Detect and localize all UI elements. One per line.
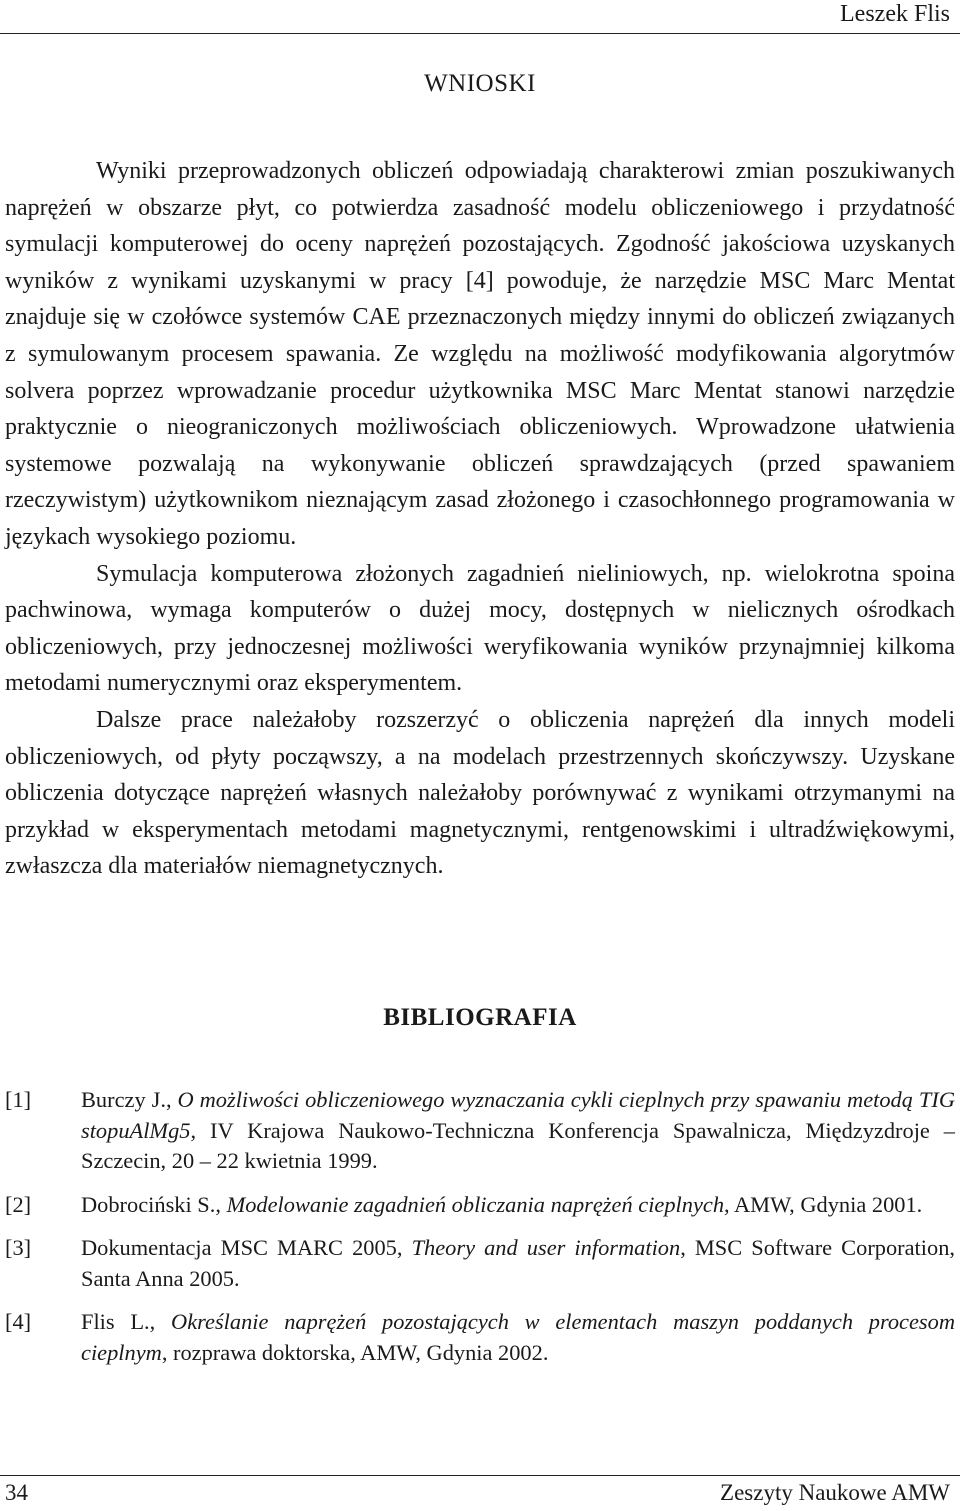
conclusions-paragraph: Symulacja komputerowa złożonych zagadnień nieliniowych, np. wielokrotna spoina pachwinowa, wymaga komputerów o dużej mocy, dostępnych w nielicznych ośrodkach obliczeniowych, przy jednoczesnej możliwości weryfikowania wyników przynajmniej kilkoma metodami numerycznymi oraz eksperymentem. (5, 560, 955, 697)
bibliography-entry-number: [4] (5, 1309, 32, 1334)
header-rule (0, 33, 960, 34)
bibliography-entry-separator: , (215, 1191, 227, 1217)
conclusions-paragraph: Dalsze prace należałoby rozszerzyć o obliczenia naprężeń dla innych modeli obliczeniowych, od płyty począwszy, a na modelach przestrzennych skończywszy. Uzyskane obliczenia dotyczące naprężeń własnych należałoby porównywać z wynikami otrzymanymi na przykład w eksperymentach metodami magnetycznymi, rentgenowskimi i ultradźwiękowymi, zwłaszcza dla materiałów niemagnetycznych. (5, 706, 955, 880)
bibliography-entry-authors: Burczy J. (81, 1087, 166, 1112)
conclusions-title: WNIOSKI (424, 70, 536, 97)
footer-rule (0, 1475, 960, 1476)
bibliography-entry-title: O możliwości obliczeniowego wyznaczania cykli cieplnych przy spawaniu metodą TIG stopuAlMg5 (81, 1087, 955, 1143)
bibliography-entry-authors: Dokumentacja MSC MARC 2005 (81, 1235, 397, 1260)
bibliography-entry (5, 1233, 955, 1294)
journal-name: Zeszyty Naukowe AMW (720, 1480, 950, 1505)
bibliography-entry-details: , IV Krajowa Naukowo-Techniczna Konferencja Spawalnicza, Międzyzdroje – Szczecin, 20 – 22 kwietnia 1999. (81, 1117, 955, 1173)
bibliography-entry-number: [1] (5, 1087, 32, 1112)
bibliography-entry-authors: Flis L. (81, 1309, 150, 1334)
bibliography-entry-details: , MSC Software Corporation, Santa Anna 2005. (81, 1235, 955, 1291)
bibliography-entry-number: [3] (5, 1235, 32, 1260)
bibliography-entry (5, 1085, 955, 1177)
bibliography-list (5, 1085, 955, 1381)
bibliography-entry (5, 1307, 955, 1368)
bibliography-entry (5, 1190, 955, 1221)
bibliography-entry-authors: Dobrociński S. (81, 1191, 216, 1217)
bibliography-entry-details: , AMW, Gdynia 2001. (724, 1191, 923, 1217)
conclusions-body (5, 153, 955, 885)
page-number: 34 (5, 1480, 28, 1505)
bibliography-entry-details: , rozprawa doktorska, AMW, Gdynia 2002. (161, 1339, 549, 1365)
bibliography-entry-separator: , (396, 1235, 412, 1260)
bibliography-title: BIBLIOGRAFIA (383, 1004, 577, 1031)
bibliography-entry-separator: , (165, 1087, 178, 1112)
bibliography-entry-title: Theory and user information (411, 1235, 681, 1260)
conclusions-paragraph: Wyniki przeprowadzonych obliczeń odpowiadają charakterowi zmian poszukiwanych naprężeń w obszarze płyt, co potwierdza zasadność modelu obliczeniowego i przydatność symulacji komputerowej do oceny naprężeń pozostających. Zgodność jakościowa uzyskanych wyników z wynikami uzyskanymi w pracy [4] powoduje, że narzędzie MSC Marc Mentat znajduje się w czołówce systemów CAE przeznaczonych między innymi do obliczeń związanych z symulowanym procesem spawania. Ze względu na możliwość modyfikowania algorytmów solvera poprzez wprowadzanie procedur użytkownika MSC Marc Mentat stanowi narzędzie praktycznie o nieograniczonych możliwościach obliczeniowych. Wprowadzone ułatwienia systemowe pozwalają na wykonywanie obliczeń sprawdzających (przed spawaniem rzeczywistym) użytkownikom nieznającym zasad złożonego i czasochłonnego programowania w językach wysokiego poziomu. (5, 158, 955, 550)
bibliography-entry-title: Modelowanie zagadnień obliczania naprężeń cieplnych (226, 1191, 725, 1217)
running-header-author: Leszek Flis (840, 1, 950, 27)
bibliography-entry-number: [2] (5, 1191, 32, 1217)
bibliography-entry-title: Określanie naprężeń pozostających w elementach maszyn poddanych procesom cieplnym (81, 1309, 956, 1365)
bibliography-entry-separator: , (149, 1309, 172, 1334)
